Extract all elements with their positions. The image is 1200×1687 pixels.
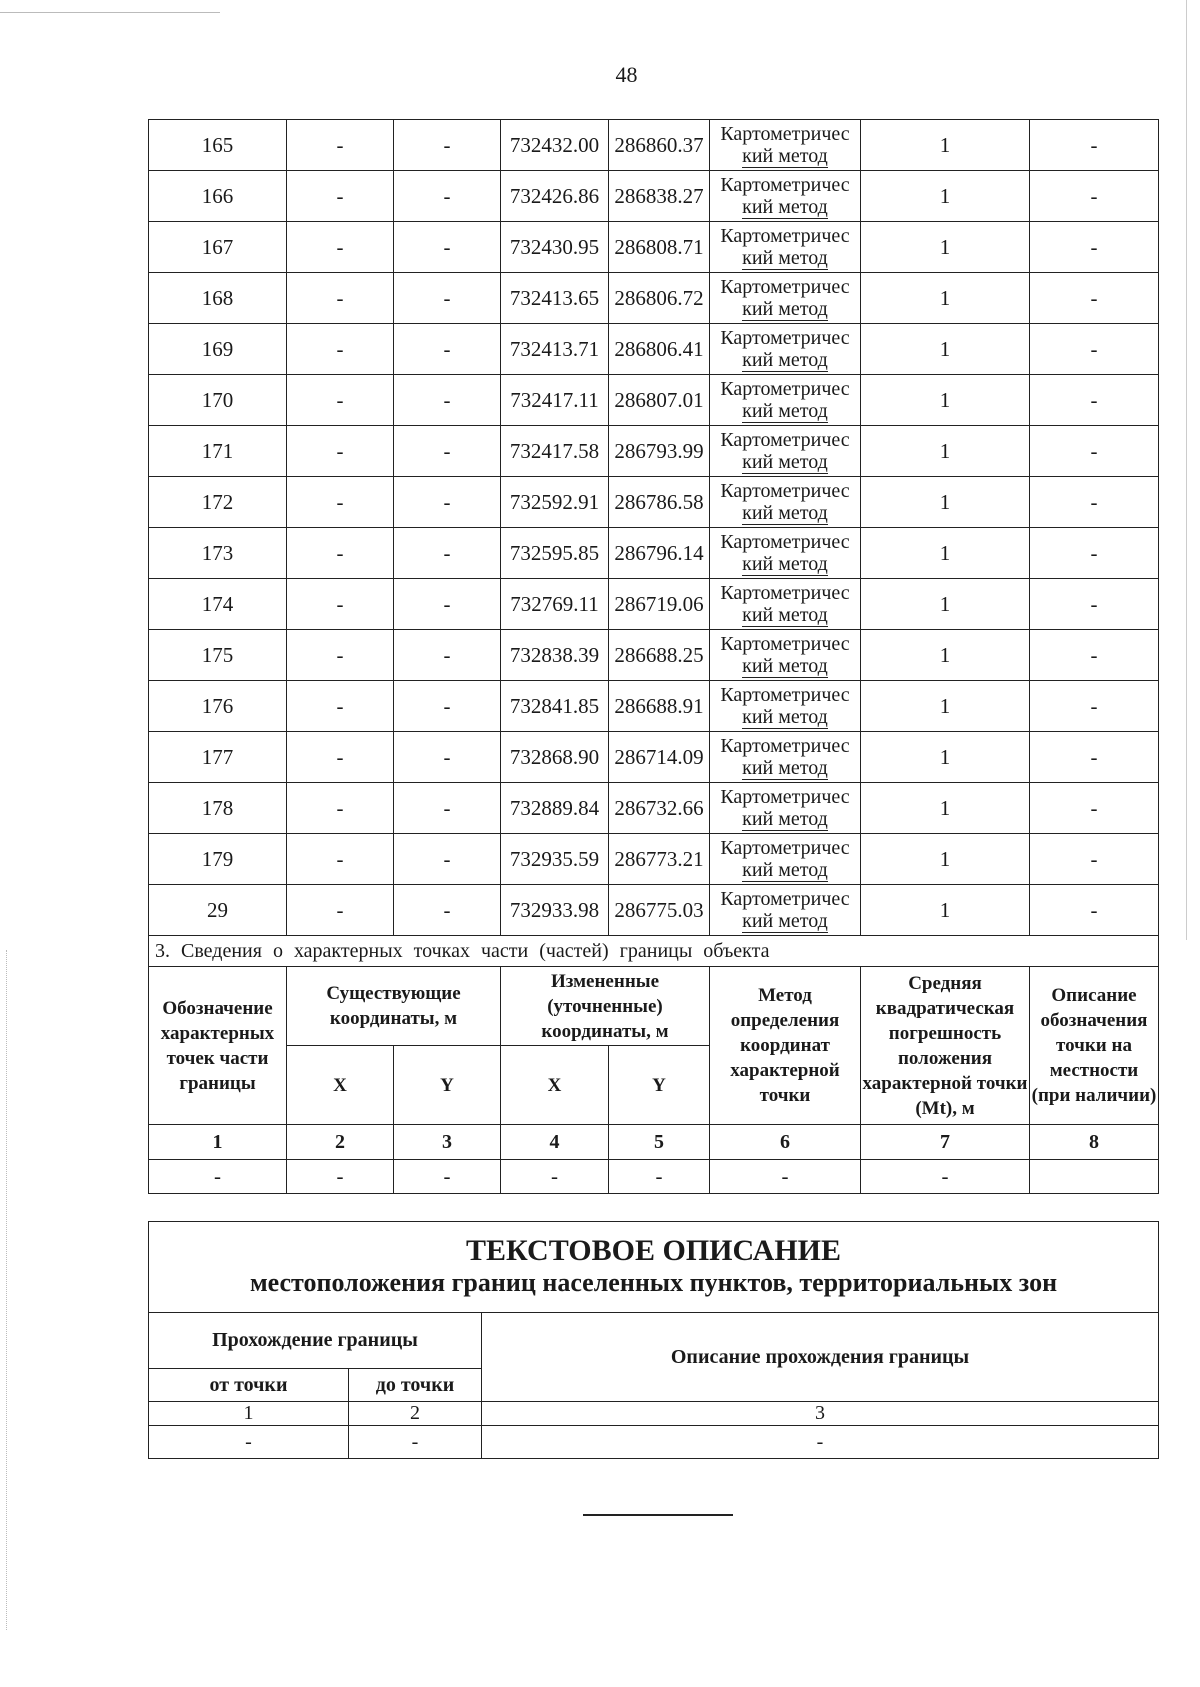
table-row xyxy=(149,528,1159,579)
empty-cell: - xyxy=(482,1426,1159,1459)
existing-x: - xyxy=(287,375,394,426)
table-row xyxy=(149,375,1159,426)
existing-y: - xyxy=(394,171,501,222)
point-description: - xyxy=(1030,120,1159,171)
coord-y: 286786.58 xyxy=(609,477,710,528)
existing-y: - xyxy=(394,630,501,681)
header-to-point: до точки xyxy=(349,1369,482,1402)
method-line-1: Картометричес xyxy=(720,837,850,859)
coord-x: 732868.90 xyxy=(501,732,609,783)
coord-x: 732413.65 xyxy=(501,273,609,324)
coord-y: 286808.71 xyxy=(609,222,710,273)
method-line-1: Картометричес xyxy=(720,276,850,298)
point-number: 176 xyxy=(149,681,287,732)
column-number: 6 xyxy=(710,1125,861,1160)
existing-x: - xyxy=(287,273,394,324)
column-number: 5 xyxy=(609,1125,710,1160)
method-line-1: Картометричес xyxy=(720,225,850,247)
point-description: - xyxy=(1030,528,1159,579)
mt-value: 1 xyxy=(861,579,1030,630)
point-description: - xyxy=(1030,885,1159,936)
mt-value: 1 xyxy=(861,171,1030,222)
point-number: 175 xyxy=(149,630,287,681)
existing-x: - xyxy=(287,528,394,579)
coord-x: 732595.85 xyxy=(501,528,609,579)
existing-x: - xyxy=(287,732,394,783)
coord-x: 732426.86 xyxy=(501,171,609,222)
method-line-1: Картометричес xyxy=(720,684,850,706)
existing-x: - xyxy=(287,681,394,732)
mt-value: 1 xyxy=(861,834,1030,885)
point-number: 167 xyxy=(149,222,287,273)
table-row xyxy=(149,273,1159,324)
column-number: 3 xyxy=(394,1125,501,1160)
point-number: 178 xyxy=(149,783,287,834)
title-main: ТЕКСТОВОЕ ОПИСАНИЕ xyxy=(466,1234,842,1267)
empty-cell: - xyxy=(287,1160,394,1194)
coord-y: 286793.99 xyxy=(609,426,710,477)
table-row xyxy=(149,834,1159,885)
coord-y: 286719.06 xyxy=(609,579,710,630)
table-row xyxy=(149,732,1159,783)
method-line-1: Картометричес xyxy=(720,378,850,400)
header-mt: Средняя квадратическая погрешность положения характерной точки (Mt), м xyxy=(861,967,1030,1125)
table-row xyxy=(149,579,1159,630)
header-changed-y: Y xyxy=(609,1046,710,1125)
existing-y: - xyxy=(394,732,501,783)
existing-x: - xyxy=(287,222,394,273)
column-number: 4 xyxy=(501,1125,609,1160)
header-existing-coords: Существующие координаты, м xyxy=(287,967,501,1046)
coord-x: 732417.58 xyxy=(501,426,609,477)
header-passage-description: Описание прохождения границы xyxy=(482,1313,1159,1402)
method-line-2: кий метод xyxy=(742,349,828,371)
method-line-1: Картометричес xyxy=(720,480,850,502)
existing-x: - xyxy=(287,324,394,375)
existing-y: - xyxy=(394,885,501,936)
section3-title-row xyxy=(149,936,1159,967)
method-line-1: Картометричес xyxy=(720,582,850,604)
point-number: 166 xyxy=(149,171,287,222)
table-row xyxy=(149,783,1159,834)
method-line-2: кий метод xyxy=(742,145,828,167)
empty-cell: - xyxy=(394,1160,501,1194)
table-row xyxy=(149,630,1159,681)
coord-x: 732838.39 xyxy=(501,630,609,681)
point-number: 170 xyxy=(149,375,287,426)
method-line-2: кий метод xyxy=(742,553,828,575)
right-edge-rule xyxy=(1186,0,1187,940)
empty-cell: - xyxy=(501,1160,609,1194)
existing-y: - xyxy=(394,375,501,426)
existing-y: - xyxy=(394,783,501,834)
existing-y: - xyxy=(394,426,501,477)
table-row xyxy=(149,477,1159,528)
section3-column-numbers xyxy=(149,1125,1159,1160)
point-description: - xyxy=(1030,834,1159,885)
existing-x: - xyxy=(287,834,394,885)
mt-value: 1 xyxy=(861,477,1030,528)
column-number: 2 xyxy=(349,1402,482,1426)
header-existing-y: Y xyxy=(394,1046,501,1125)
top-edge-rule xyxy=(0,12,220,13)
existing-y: - xyxy=(394,120,501,171)
coord-y: 286806.41 xyxy=(609,324,710,375)
point-description: - xyxy=(1030,375,1159,426)
coord-x: 732935.59 xyxy=(501,834,609,885)
method-line-2: кий метод xyxy=(742,247,828,269)
point-number: 168 xyxy=(149,273,287,324)
method xyxy=(710,120,861,171)
method-line-2: кий метод xyxy=(742,604,828,626)
method-line-1: Картометричес xyxy=(720,888,850,910)
method xyxy=(710,630,861,681)
method xyxy=(710,273,861,324)
table-row xyxy=(149,222,1159,273)
point-description: - xyxy=(1030,273,1159,324)
method-line-2: кий метод xyxy=(742,502,828,524)
method xyxy=(710,528,861,579)
mt-value: 1 xyxy=(861,324,1030,375)
point-description: - xyxy=(1030,222,1159,273)
coord-y: 286796.14 xyxy=(609,528,710,579)
method-line-1: Картометричес xyxy=(720,429,850,451)
mt-value: 1 xyxy=(861,630,1030,681)
method-line-1: Картометричес xyxy=(720,735,850,757)
coord-x: 732417.11 xyxy=(501,375,609,426)
mt-value: 1 xyxy=(861,273,1030,324)
method xyxy=(710,885,861,936)
method-line-1: Картометричес xyxy=(720,123,850,145)
empty-cell: - xyxy=(861,1160,1030,1194)
text-description-title-row xyxy=(149,1222,1159,1313)
text-description-table xyxy=(148,1221,1159,1459)
coord-y: 286688.25 xyxy=(609,630,710,681)
header-description: Описание обозначения точки на местности (при наличии) xyxy=(1030,967,1159,1125)
column-number: 1 xyxy=(149,1402,349,1426)
existing-x: - xyxy=(287,120,394,171)
method xyxy=(710,171,861,222)
method xyxy=(710,732,861,783)
column-number: 1 xyxy=(149,1125,287,1160)
header-from-point: от точки xyxy=(149,1369,349,1402)
coord-y: 286860.37 xyxy=(609,120,710,171)
existing-x: - xyxy=(287,579,394,630)
method-line-2: кий метод xyxy=(742,808,828,830)
page-number: 48 xyxy=(615,62,638,87)
point-number: 172 xyxy=(149,477,287,528)
existing-y: - xyxy=(394,477,501,528)
method-line-1: Картометричес xyxy=(720,786,850,808)
coord-y: 286806.72 xyxy=(609,273,710,324)
coord-y: 286714.09 xyxy=(609,732,710,783)
point-number: 177 xyxy=(149,732,287,783)
point-number: 171 xyxy=(149,426,287,477)
method xyxy=(710,783,861,834)
existing-y: - xyxy=(394,681,501,732)
coord-y: 286807.01 xyxy=(609,375,710,426)
existing-y: - xyxy=(394,273,501,324)
method-line-2: кий метод xyxy=(742,196,828,218)
coord-y: 286688.91 xyxy=(609,681,710,732)
mt-value: 1 xyxy=(861,681,1030,732)
column-number: 7 xyxy=(861,1125,1030,1160)
point-description: - xyxy=(1030,579,1159,630)
table-row xyxy=(149,681,1159,732)
point-description: - xyxy=(1030,324,1159,375)
column-number: 2 xyxy=(287,1125,394,1160)
text-description-column-numbers xyxy=(149,1402,1159,1426)
point-number: 174 xyxy=(149,579,287,630)
table-row xyxy=(149,324,1159,375)
mt-value: 1 xyxy=(861,375,1030,426)
method xyxy=(710,426,861,477)
title-subtitle: местоположения границ населенных пунктов, территориальных зон xyxy=(249,1268,1058,1297)
text-description-title xyxy=(149,1222,1159,1313)
method-line-1: Картометричес xyxy=(720,633,850,655)
coord-x: 732769.11 xyxy=(501,579,609,630)
method-line-1: Картометричес xyxy=(720,327,850,349)
mt-value: 1 xyxy=(861,426,1030,477)
end-of-page-rule xyxy=(583,1514,733,1516)
point-number: 169 xyxy=(149,324,287,375)
point-description: - xyxy=(1030,630,1159,681)
point-description: - xyxy=(1030,783,1159,834)
table-row xyxy=(149,885,1159,936)
method-line-2: кий метод xyxy=(742,451,828,473)
coord-y: 286732.66 xyxy=(609,783,710,834)
left-edge-marks xyxy=(6,950,7,1630)
existing-x: - xyxy=(287,171,394,222)
existing-x: - xyxy=(287,477,394,528)
method-line-2: кий метод xyxy=(742,859,828,881)
method xyxy=(710,579,861,630)
mt-value: 1 xyxy=(861,885,1030,936)
coordinates-table-body xyxy=(149,120,1159,1194)
point-description: - xyxy=(1030,426,1159,477)
existing-x: - xyxy=(287,426,394,477)
coord-y: 286773.21 xyxy=(609,834,710,885)
method xyxy=(710,681,861,732)
coord-x: 732592.91 xyxy=(501,477,609,528)
method-line-2: кий метод xyxy=(742,910,828,932)
empty-cell: - xyxy=(149,1426,349,1459)
method-line-1: Картометричес xyxy=(720,174,850,196)
method-line-2: кий метод xyxy=(742,757,828,779)
empty-cell: - xyxy=(149,1160,287,1194)
existing-x: - xyxy=(287,630,394,681)
point-number: 29 xyxy=(149,885,287,936)
point-number: 179 xyxy=(149,834,287,885)
column-number: 3 xyxy=(482,1402,1159,1426)
method xyxy=(710,375,861,426)
header-designation: Обозначение характерных точек части границы xyxy=(149,967,287,1125)
coord-x: 732413.71 xyxy=(501,324,609,375)
coordinates-table xyxy=(148,119,1159,1194)
method-line-2: кий метод xyxy=(742,298,828,320)
table-row xyxy=(149,171,1159,222)
coord-x: 732889.84 xyxy=(501,783,609,834)
existing-y: - xyxy=(394,528,501,579)
mt-value: 1 xyxy=(861,528,1030,579)
section3-title: 3. Сведения о характерных точках части (частей) границы объекта xyxy=(149,936,1159,967)
point-number: 173 xyxy=(149,528,287,579)
existing-y: - xyxy=(394,834,501,885)
header-boundary-passage: Прохождение границы xyxy=(149,1313,482,1369)
existing-y: - xyxy=(394,579,501,630)
empty-cell: - xyxy=(710,1160,861,1194)
coord-y: 286838.27 xyxy=(609,171,710,222)
method xyxy=(710,834,861,885)
existing-y: - xyxy=(394,324,501,375)
empty-cell: - xyxy=(349,1426,482,1459)
coord-x: 732841.85 xyxy=(501,681,609,732)
method-line-2: кий метод xyxy=(742,400,828,422)
point-description: - xyxy=(1030,732,1159,783)
boundary-header-row-1 xyxy=(149,1313,1159,1369)
empty-cell: - xyxy=(609,1160,710,1194)
mt-value: 1 xyxy=(861,783,1030,834)
existing-x: - xyxy=(287,783,394,834)
table-row xyxy=(149,426,1159,477)
coord-x: 732432.00 xyxy=(501,120,609,171)
section3-empty-row xyxy=(149,1160,1159,1194)
method-line-2: кий метод xyxy=(742,706,828,728)
method-line-1: Картометричес xyxy=(720,531,850,553)
header-changed-x: X xyxy=(501,1046,609,1125)
mt-value: 1 xyxy=(861,120,1030,171)
table-row xyxy=(149,120,1159,171)
header-method: Метод определения координат характерной точки xyxy=(710,967,861,1125)
section3-header-row-1 xyxy=(149,967,1159,1046)
existing-y: - xyxy=(394,222,501,273)
coord-x: 732430.95 xyxy=(501,222,609,273)
coord-x: 732933.98 xyxy=(501,885,609,936)
existing-x: - xyxy=(287,885,394,936)
method xyxy=(710,324,861,375)
header-existing-x: X xyxy=(287,1046,394,1125)
column-number: 8 xyxy=(1030,1125,1159,1160)
point-number: 165 xyxy=(149,120,287,171)
mt-value: 1 xyxy=(861,222,1030,273)
point-description: - xyxy=(1030,477,1159,528)
method-line-2: кий метод xyxy=(742,655,828,677)
method xyxy=(710,477,861,528)
coord-y: 286775.03 xyxy=(609,885,710,936)
method xyxy=(710,222,861,273)
point-description: - xyxy=(1030,681,1159,732)
text-description-empty-row xyxy=(149,1426,1159,1459)
point-description: - xyxy=(1030,171,1159,222)
header-changed-coords: Измененные (уточненные) координаты, м xyxy=(501,967,710,1046)
empty-cell xyxy=(1030,1160,1159,1194)
mt-value: 1 xyxy=(861,732,1030,783)
